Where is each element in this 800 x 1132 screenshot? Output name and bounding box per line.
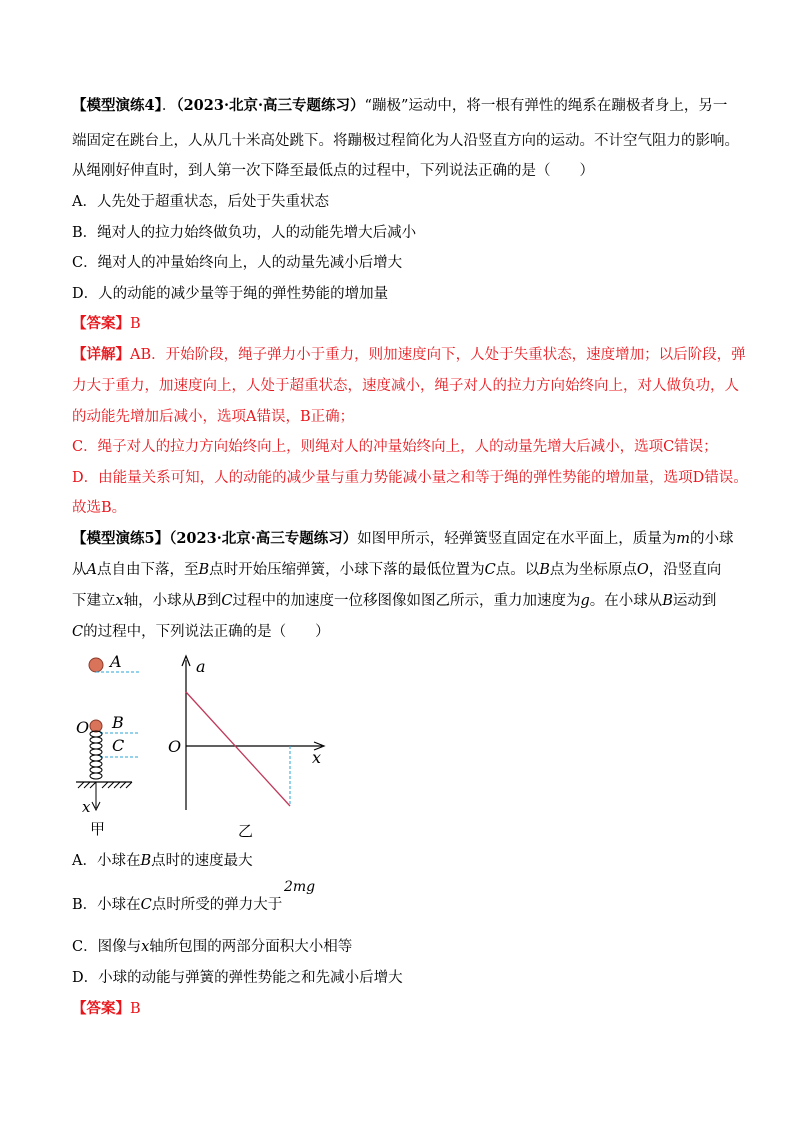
q5-text: 点时的速度最大 xyxy=(151,853,253,869)
q5-text: B．小球在 xyxy=(72,897,141,913)
q5-answer-value: B xyxy=(130,1001,141,1017)
q5-var-O: O xyxy=(636,562,649,578)
q5-answer-tag: 【答案】 xyxy=(72,1000,130,1017)
q5-text: 点时所受的弹力大于 xyxy=(151,897,283,913)
q5-text: 从 xyxy=(72,562,87,578)
q5-tag: 【模型演练5】 xyxy=(72,530,170,547)
q5-text: 点为坐标原点 xyxy=(549,562,637,578)
q4-answer xyxy=(72,314,732,334)
q5-var-C: C xyxy=(72,624,84,640)
q5-answer xyxy=(72,999,732,1019)
q4-detail-line-2: 力大于重力，加速度向上，人处于超重状态，速度减小，绳子对人的拉力方向始终向上，对人做负功，人 xyxy=(72,378,739,394)
q5-text: 点时开始压缩弹簧，小球下落的最低位置为 xyxy=(209,562,485,578)
q5-stem-line-1 xyxy=(72,529,732,549)
q4-answer-value: B xyxy=(130,316,141,332)
q5-text: 的小球 xyxy=(690,531,734,547)
q5-text: 下建立 xyxy=(72,593,116,609)
q5-text: C．图像与 xyxy=(72,939,142,955)
q4-detail-text-1: AB．开始阶段，绳子弹力小于重力，则加速度向下，人处于失重状态，速度增加；以后阶段，弹 xyxy=(130,347,746,363)
q4-detail-line-4: C．绳子对人的拉力方向始终向上，则绳对人的冲量始终向上，人的动量先增大后减小，选项C错误； xyxy=(72,439,718,455)
a-x-graph-line xyxy=(186,692,290,806)
label-x-left: x xyxy=(82,798,91,816)
q5-figures xyxy=(72,650,352,840)
ground-hatch xyxy=(78,782,132,788)
q5-option-c xyxy=(72,937,732,957)
q4-detail-line-3: 的动能先增加后减小，选项A错误，B正确； xyxy=(72,409,355,425)
q4-stem-line-2: 端固定在跳台上，人从几十米高处跳下。将蹦极过程简化为人沿竖直方向的运动。不计空气阻力的影响。 xyxy=(72,133,739,149)
q5-var-C: C xyxy=(221,593,233,609)
label-a-axis: a xyxy=(196,657,206,676)
q5-option-b xyxy=(72,895,732,915)
q4-tag: 【模型演练4】 xyxy=(72,97,162,114)
label-a: A xyxy=(110,652,122,671)
q5-var-B: B xyxy=(539,562,550,578)
q5-text: 运动到 xyxy=(672,593,717,609)
q5-text: A．小球在 xyxy=(72,853,141,869)
q4-detail-tag: 【详解】 xyxy=(72,346,130,363)
q5-text: 轴所包围的两部分面积大小相等 xyxy=(149,939,353,955)
q4-stem-line-3: 从绳刚好伸直时，到人第一次下降至最低点的过程中，下列说法正确的是（ ） xyxy=(72,163,594,179)
ball-at-b-icon xyxy=(90,720,102,732)
q4-detail-line-6: 故选B。 xyxy=(72,500,127,516)
q5-var-B: B xyxy=(662,593,673,609)
label-b: B xyxy=(112,713,124,732)
spring-icon xyxy=(90,731,102,779)
q5-var-B: B xyxy=(198,562,210,578)
caption-yi: 乙 xyxy=(238,822,254,840)
q4-option-a: A．人先处于超重状态，后处于失重状态 xyxy=(72,194,329,210)
q5-text: 的过程中，下列说法正确的是（ ） xyxy=(83,624,330,640)
label-c: C xyxy=(112,736,125,755)
q5-stem-line-4 xyxy=(72,622,732,642)
q4-stem-line-1 xyxy=(72,96,732,116)
q5-var-C: C xyxy=(484,562,496,578)
q5-text: 点。以 xyxy=(495,562,540,578)
caption-jia: 甲 xyxy=(90,820,106,838)
q5-option-a xyxy=(72,851,732,871)
q5-var-g: g xyxy=(580,593,590,609)
q5-option-d: D．小球的动能与弹簧的弹性势能之和先减小后增大 xyxy=(72,970,403,986)
q5-text: 点自由下落，至 xyxy=(96,562,199,578)
q5-var-A: A xyxy=(86,562,97,578)
q5-text: 过程中的加速度一位移图像如图乙所示，重力加速度为 xyxy=(232,593,581,609)
q5-source: （2023·北京·高三专题练习） xyxy=(169,530,358,547)
q5-var-C: C xyxy=(140,897,152,913)
q5-text: 如图甲所示，轻弹簧竖直固定在水平面上，质量为 xyxy=(357,531,677,547)
q4-dot: ． xyxy=(161,98,177,114)
q4-source: （2023·北京·高三专题练习） xyxy=(176,97,365,114)
q4-answer-tag: 【答案】 xyxy=(72,315,130,332)
q5-var-x: x xyxy=(141,939,150,955)
label-x-right: x xyxy=(312,748,322,767)
q5-text: 轴，小球从 xyxy=(123,593,197,609)
q4-stem-text-1: “蹦极”运动中，将一根有弹性的绳系在蹦极者身上，另一 xyxy=(364,98,728,114)
q5-option-b-math: 2mg xyxy=(284,879,316,895)
q5-stem-line-3 xyxy=(72,591,732,611)
q5-stem-line-2 xyxy=(72,560,732,580)
q4-option-c: C．绳对人的冲量始终向上，人的动量先减小后增大 xyxy=(72,255,403,271)
q5-var-B: B xyxy=(140,853,152,869)
q5-text: 。在小球从 xyxy=(589,593,663,609)
q5-text: ，沿竖直向 xyxy=(648,562,722,578)
q5-var-B: B xyxy=(196,593,207,609)
figure-yi xyxy=(168,656,324,840)
q4-option-b: B．绳对人的拉力始终做负功，人的动能先增大后减小 xyxy=(72,225,417,241)
figure-jia xyxy=(76,652,140,838)
q5-text: 到 xyxy=(206,593,222,609)
label-o-right: O xyxy=(168,737,182,756)
q4-detail-line-5: D．由能量关系可知，人的动能的减少量与重力势能减小量之和等于绳的弹性势能的增加量，选项D错误。 xyxy=(72,470,748,486)
q5-var-m: m xyxy=(676,531,691,547)
label-o-left: O xyxy=(76,718,90,737)
q5-var-x: x xyxy=(115,593,124,609)
q4-detail-line-1 xyxy=(72,345,746,365)
q4-option-d: D．人的动能的减少量等于绳的弹性势能的增加量 xyxy=(72,286,389,302)
ball-at-a-icon xyxy=(89,658,103,672)
